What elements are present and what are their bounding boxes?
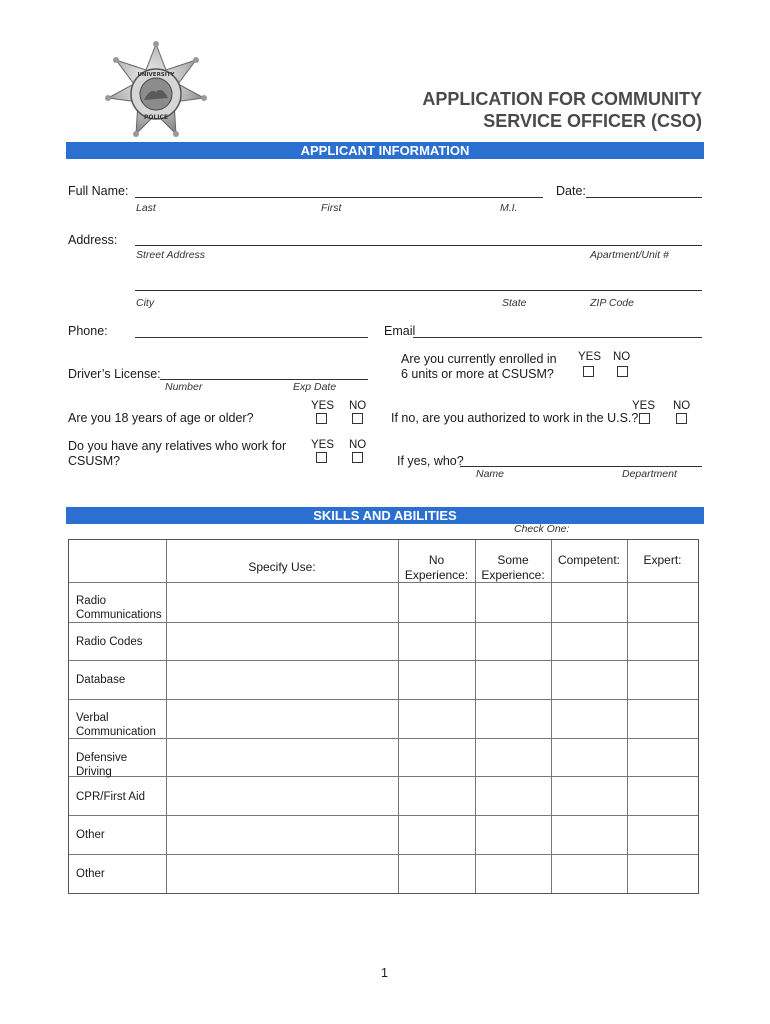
phone-field[interactable] <box>135 337 368 338</box>
age-no-checkbox[interactable] <box>352 413 363 424</box>
authorized-no-checkbox[interactable] <box>676 413 687 424</box>
relatives-no-label: NO <box>349 439 367 451</box>
page-number: 1 <box>381 966 388 980</box>
middle-initial-caption: M.I. <box>500 202 518 214</box>
address-label: Address: <box>68 233 118 247</box>
zip-code-caption: ZIP Code <box>590 297 634 309</box>
email-field[interactable] <box>413 337 702 338</box>
expert-header: Expert: <box>643 553 682 567</box>
relative-name-department-field[interactable] <box>460 466 702 467</box>
date-field[interactable] <box>586 197 702 198</box>
phone-label: Phone: <box>68 324 108 338</box>
full-name-label: Full Name: <box>68 184 129 198</box>
city-caption: City <box>136 297 155 309</box>
license-exp-date-caption: Exp Date <box>293 381 337 393</box>
enrolled-question-line-2: 6 units or more at CSUSM? <box>401 367 554 381</box>
relatives-no-checkbox[interactable] <box>352 452 363 463</box>
street-address-caption: Street Address <box>136 249 206 261</box>
license-number-caption: Number <box>165 381 203 393</box>
last-name-caption: Last <box>136 202 156 214</box>
relative-department-caption: Department <box>622 468 677 480</box>
age-yes-checkbox[interactable] <box>316 413 327 424</box>
apartment-unit-caption: Apartment/Unit # <box>590 249 669 261</box>
drivers-license-label: Driver’s License: <box>68 367 161 381</box>
applicant-information-section-bar: APPLICANT INFORMATION <box>66 142 704 159</box>
skill-row-label: Other <box>76 868 105 880</box>
enrolled-yes-label: YES <box>578 351 602 363</box>
if-yes-who-label: If yes, who? <box>397 454 464 468</box>
date-label: Date: <box>556 184 586 198</box>
relatives-question-line-2: CSUSM? <box>68 454 121 468</box>
check-one-caption: Check One: <box>514 523 570 535</box>
age-yes-label: YES <box>311 400 335 412</box>
age-no-label: NO <box>349 400 367 412</box>
competent-header: Competent: <box>557 553 621 567</box>
relatives-yes-label: YES <box>311 439 335 451</box>
some-experience-header: Some Experience: <box>481 553 545 582</box>
enrolled-yes-checkbox[interactable] <box>583 366 594 377</box>
authorized-yes-checkbox[interactable] <box>639 413 650 424</box>
relatives-question-line-1: Do you have any relatives who work for <box>68 439 287 453</box>
full-name-field[interactable] <box>135 197 543 198</box>
form-title-line-2: SERVICE OFFICER (CSO) <box>483 111 702 131</box>
specify-use-header: Specify Use: <box>248 560 316 574</box>
skill-row-label: Radio Communications <box>76 595 162 621</box>
age-question: Are you 18 years of age or older? <box>68 411 254 425</box>
form-title-line-1: APPLICATION FOR COMMUNITY <box>422 89 702 109</box>
police-badge-logo <box>104 40 208 144</box>
city-state-zip-field[interactable] <box>135 290 702 291</box>
skill-row-label: Other <box>76 829 105 841</box>
skill-row-label: CPR/First Aid <box>76 791 146 803</box>
authorized-yes-label: YES <box>632 400 656 412</box>
svg-text:UNIVERSITY: UNIVERSITY <box>137 72 175 78</box>
authorized-question: If no, are you authorized to work in the U.S.? <box>391 411 639 425</box>
skill-row-label: Defensive Driving <box>76 752 128 778</box>
street-address-field[interactable] <box>135 245 702 246</box>
state-caption: State <box>502 297 527 309</box>
drivers-license-field[interactable] <box>160 379 368 380</box>
svg-text:POLICE: POLICE <box>143 114 169 121</box>
enrolled-no-checkbox[interactable] <box>617 366 628 377</box>
first-name-caption: First <box>321 202 342 214</box>
authorized-no-label: NO <box>673 400 691 412</box>
skill-row-label: Radio Codes <box>76 636 143 648</box>
enrolled-no-label: NO <box>613 351 631 363</box>
no-experience-header: No Experience: <box>404 553 469 582</box>
skill-row-label: Verbal Communication <box>76 712 156 738</box>
relative-name-caption: Name <box>476 468 505 480</box>
skills-abilities-section-bar: SKILLS AND ABILITIES <box>66 507 704 524</box>
skill-row-label: Database <box>76 674 126 686</box>
skills-table <box>68 539 699 894</box>
enrolled-question-line-1: Are you currently enrolled in <box>401 352 557 366</box>
relatives-yes-checkbox[interactable] <box>316 452 327 463</box>
email-label: Email <box>384 324 416 338</box>
